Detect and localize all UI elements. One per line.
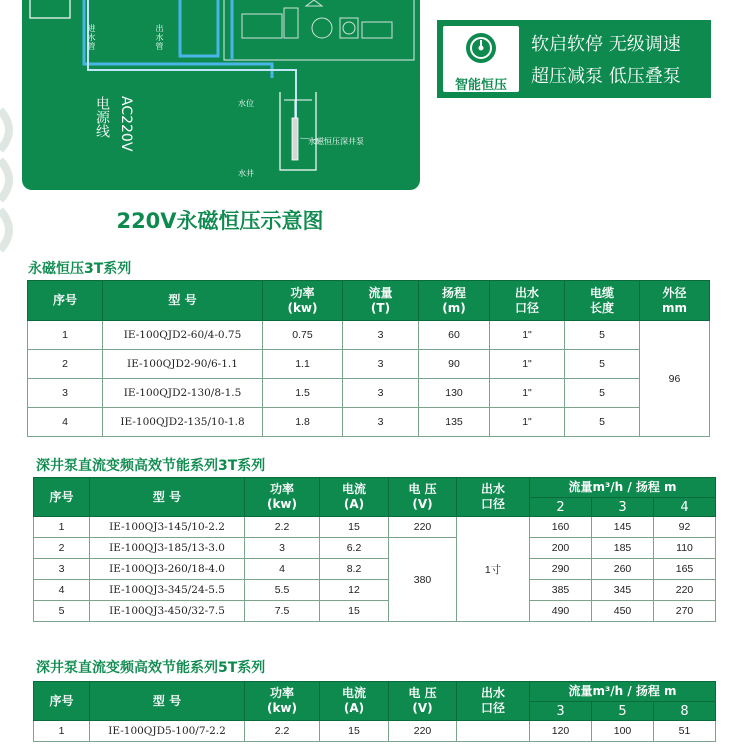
t3-h-outlet: 出水 口径: [457, 682, 530, 721]
table2: [33, 477, 716, 622]
t2-voltage-380: 380: [389, 538, 457, 622]
table-row: 2 IE-100QJ3-185/13-3.0 3 6.2 380 200 185 110: [34, 538, 716, 559]
table3: [33, 681, 716, 742]
t2-h-flow-head: 流量m³/h / 扬程 m: [530, 478, 716, 498]
t2-h-voltage: 电 压 (V): [389, 478, 457, 517]
feature-line-2: 超压减泵 低压叠泵: [531, 66, 681, 87]
t1-h-outlet: 出水 口径: [490, 281, 565, 321]
t2-h-power: 功率 (kw): [245, 478, 320, 517]
t2-h-current: 电流 (A): [320, 478, 389, 517]
t2-h-outlet: 出水 口径: [457, 478, 530, 517]
power-line-label: 电源线: [94, 96, 110, 138]
tank-outline: [30, 0, 70, 18]
ac-voltage-label: AC220V: [118, 96, 134, 152]
t2-outlet: 1寸: [457, 517, 530, 622]
t3-h-voltage: 电 压 (V): [389, 682, 457, 721]
well-label: 水井: [238, 169, 254, 178]
t2-h-flow-3: 4: [654, 498, 716, 517]
outlet-pipe-label: 出水管: [155, 24, 164, 51]
t1-h-no: 序号: [28, 281, 103, 321]
table-row: 5 IE-100QJ3-450/32-7.5 7.5 15 490 450 270: [34, 601, 716, 622]
t3-h-model: 型 号: [90, 682, 245, 721]
inlet-pipe-label: 进水管: [87, 24, 96, 51]
table-row: 1 IE-100QJD5-100/7-2.2 2.2 15 220 120 100 51: [34, 721, 716, 742]
table-row: 4 IE-100QJ3-345/24-5.5 5.5 12 385 345 220: [34, 580, 716, 601]
pump-label: 永磁恒压深井泵: [308, 137, 364, 146]
decorative-edge: [0, 100, 18, 270]
t1-h-flow: 流量 (T): [343, 281, 419, 321]
table2-title: 深井泵直流变频高效节能系列3T系列: [36, 458, 266, 474]
house-outline: [224, 0, 414, 60]
table1-title: 永磁恒压3T系列: [28, 261, 132, 277]
table-row: 4 IE-100QJD2-135/10-1.8 1.8 3 135 1" 5: [28, 408, 710, 437]
t3-h-flow-head: 流量m³/h / 扬程 m: [530, 682, 716, 702]
table3-title: 深井泵直流变频高效节能系列5T系列: [36, 660, 266, 676]
t3-h-power: 功率 (kw): [245, 682, 320, 721]
t2-h-no: 序号: [34, 478, 90, 517]
installation-diagram: [22, 0, 420, 190]
t1-h-head: 扬程 (m): [419, 281, 490, 321]
table-row: 3 IE-100QJ3-260/18-4.0 4 8.2 290 260 165: [34, 559, 716, 580]
pressure-gauge-icon: [465, 32, 497, 64]
water-level-label: 水位: [238, 99, 254, 108]
table-row: 3 IE-100QJD2-130/8-1.5 1.5 3 130 1" 5: [28, 379, 710, 408]
t1-h-power: 功率 (kw): [263, 281, 343, 321]
table-row: 2 IE-100QJD2-90/6-1.1 1.1 3 90 1" 5: [28, 350, 710, 379]
table1: [27, 280, 710, 437]
table-row: 1 IE-100QJD2-60/4-0.75 0.75 3 60 1" 5 96: [28, 321, 710, 350]
t1-h-diameter: 外径 mm: [640, 281, 710, 321]
t2-h-flow-2: 3: [592, 498, 654, 517]
t3-h-flow-1: 3: [530, 702, 592, 721]
t2-h-flow-1: 2: [530, 498, 592, 517]
t1-h-cable: 电缆 长度: [565, 281, 640, 321]
diagram-title: 220V永磁恒压示意图: [116, 209, 324, 233]
t3-h-flow-3: 8: [654, 702, 716, 721]
diagram-illustration: [22, 0, 420, 190]
feature-line-1: 软启软停 无级调速: [531, 34, 681, 55]
table-row: 1 IE-100QJ3-145/10-2.2 2.2 15 220 1寸 160 145 92: [34, 517, 716, 538]
water-pipes: [84, 0, 272, 78]
t1-h-model: 型 号: [103, 281, 263, 321]
house-interior: [242, 0, 392, 38]
feature-icon-box: [443, 26, 519, 92]
t3-h-no: 序号: [34, 682, 90, 721]
t2-h-model: 型 号: [90, 478, 245, 517]
t3-h-flow-2: 5: [592, 702, 654, 721]
feature-caption: 智能恒压: [454, 78, 507, 93]
feature-banner: [437, 20, 711, 98]
t3-h-current: 电流 (A): [320, 682, 389, 721]
t1-diameter: 96: [640, 321, 710, 437]
pump-body: [292, 118, 298, 160]
